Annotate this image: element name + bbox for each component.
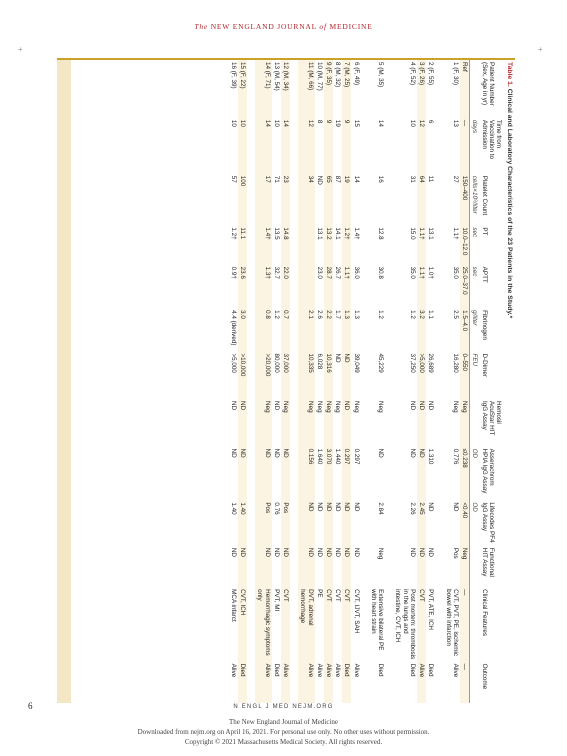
- table-cell: ND: [281, 447, 290, 501]
- table-cell: 9 (F, 35): [324, 60, 333, 118]
- table-cell: Died: [427, 663, 435, 677]
- table-row: [426, 60, 435, 703]
- row-spacer-cell: [247, 60, 255, 703]
- table-cell: 10: [272, 119, 280, 127]
- table-cell: 12: [298, 118, 314, 174]
- table-cell: Neg: [377, 547, 385, 560]
- table-cell: 11.1: [238, 225, 247, 264]
- table-cell: 11: [427, 175, 435, 183]
- table-cell: Alive: [315, 663, 323, 678]
- table-cell: 3 (F, 26): [417, 60, 426, 118]
- table-cell: 4 (F, 52): [408, 62, 416, 86]
- table-cell: —: [460, 587, 470, 661]
- table-cell: ND: [352, 547, 360, 557]
- table-cell: 8 (M, 32): [334, 62, 342, 88]
- column-header: Patient Number (Sex, Age in yr): [480, 62, 495, 106]
- table-cell: ND: [334, 353, 342, 363]
- table-cell: Alive: [298, 662, 314, 703]
- table-cell: ND: [352, 502, 360, 512]
- table-cell: 12.8: [377, 227, 385, 240]
- column-header: Fibrinogen: [480, 310, 488, 340]
- table-cell: 4.4 (derived): [229, 310, 237, 346]
- table-cell: 36.0: [352, 266, 360, 279]
- table-cell: 9: [342, 118, 351, 174]
- table-cell: Died: [272, 663, 280, 677]
- table-row: [324, 60, 333, 703]
- table-cell: 0.9†: [229, 266, 237, 279]
- table-cell: [298, 265, 314, 308]
- table-cell: ND: [342, 546, 351, 587]
- row-spacer: [247, 60, 255, 703]
- table-panel: [57, 58, 515, 703]
- column-header: Functional HIT Assay: [480, 547, 495, 577]
- journal-of: of: [319, 22, 327, 31]
- journal-name: NEW ENGLAND JOURNAL: [210, 22, 317, 31]
- journal-suffix: MEDICINE: [329, 22, 373, 31]
- row-spacer-cell: [361, 60, 369, 703]
- table-cell: ND: [408, 401, 416, 411]
- column-unit: cells×10⁹/liter: [470, 174, 480, 226]
- table-cell: 1.1†: [342, 265, 351, 308]
- column-unit: [470, 399, 480, 447]
- table-cell: Hemorrhagic symptoms only: [255, 587, 271, 661]
- table-cell: 25.0–37.0: [460, 265, 470, 308]
- table-cell: Neg: [281, 399, 290, 447]
- table-cell: 1.3: [342, 308, 351, 351]
- table-cell: 19: [342, 174, 351, 226]
- table-cell: 1.2: [272, 310, 280, 319]
- table-cell: ND: [298, 500, 314, 545]
- table-cell: CVT: [417, 587, 426, 661]
- table-cell: CVT, ICH: [238, 587, 247, 661]
- table-row: [393, 60, 417, 703]
- table-cell: 2.6: [315, 310, 323, 319]
- table-row: [342, 60, 351, 703]
- table-cell: 2.5: [451, 310, 459, 319]
- table-cell: 34: [298, 174, 314, 226]
- table-cell: 19: [334, 119, 342, 127]
- table-cell: 1.4†: [352, 227, 360, 240]
- column-header: Hemosil AcuStar HIT IgG Assay: [480, 401, 502, 436]
- column-header: Platelet Count: [480, 175, 488, 216]
- column-unit: sec: [470, 225, 480, 264]
- column-header: D-Dimer: [480, 353, 488, 377]
- table-cell: 1 (F, 30): [451, 62, 459, 86]
- table-cell: ND: [342, 500, 351, 545]
- table-cell: ND: [417, 546, 426, 587]
- table-cell: ND: [408, 448, 416, 458]
- table-cell: 3.070: [324, 447, 333, 501]
- table-cell: <0.40: [460, 500, 470, 545]
- table-cell: 23.0: [315, 266, 323, 279]
- table-cell: 7 (M, 25): [342, 60, 351, 118]
- table-cell: 1.5–4.0: [460, 308, 470, 351]
- table-cell: 13.1: [315, 227, 323, 240]
- table-cell: PVT, MI: [272, 589, 280, 612]
- table-row: [443, 60, 459, 703]
- table-cell: 8: [315, 119, 323, 124]
- row-spacer: [435, 60, 443, 703]
- table-cell: Alive: [229, 663, 237, 678]
- download-line-3: Copyright © 2021 Massachusetts Medical Society. All rights reserved.: [184, 738, 383, 746]
- column-unit: [470, 587, 480, 661]
- journal-header: [0, 22, 567, 31]
- table-cell: ND: [238, 399, 247, 447]
- table-cell: 13 (M, 54): [272, 62, 280, 91]
- table-cell: 150–400: [460, 174, 470, 226]
- table-cell: ND: [417, 447, 426, 501]
- table-cell: 10: [229, 119, 237, 127]
- table-cell: 1.3†: [255, 265, 271, 308]
- table-cell: 71: [272, 175, 280, 183]
- table-cell: ND: [417, 399, 426, 447]
- table-cell: 1.2†: [229, 227, 237, 240]
- table-units-row: [470, 60, 480, 703]
- table-cell: >20,000: [255, 351, 271, 399]
- column-unit: [470, 60, 480, 118]
- table-row: [298, 60, 314, 703]
- column-header: PT: [480, 227, 488, 236]
- table-row: [417, 60, 426, 703]
- table-cell: 16 (F, 39): [229, 62, 237, 89]
- table-cell: 14.8: [281, 225, 290, 264]
- table-cell: Neg: [460, 546, 470, 587]
- table-cell: 13.5: [272, 227, 280, 240]
- table-cell: 6: [427, 119, 435, 124]
- table-row: [351, 60, 360, 703]
- table-cell: 14 (F, 71): [255, 60, 271, 118]
- table-cell: 9: [324, 118, 333, 174]
- table-cell: Neg: [460, 399, 470, 447]
- table-cell: Neg: [451, 401, 459, 413]
- table-cell: ND: [334, 502, 342, 512]
- table-cell: 10: [408, 119, 416, 127]
- table-cell: ND: [238, 546, 247, 587]
- table-cell: 15.0: [408, 227, 416, 240]
- table-cell: 10.0–12.0: [460, 225, 470, 264]
- table-cell: Alive: [334, 663, 342, 678]
- table-cell: >5,000: [417, 351, 426, 399]
- table-side-strip: [57, 60, 71, 703]
- table-cell: 1.4†: [255, 225, 271, 264]
- table-row: [333, 60, 342, 703]
- table-cell: ND: [427, 502, 435, 512]
- table-cell: 28.7: [324, 265, 333, 308]
- table-cell: 1.2: [408, 310, 416, 319]
- table-cell: 1.1†: [417, 265, 426, 308]
- table-cell: 45,229: [377, 353, 385, 373]
- table-cell: 12: [417, 118, 426, 174]
- column-unit: g/liter: [470, 308, 480, 351]
- table-cell: 0.297: [342, 447, 351, 501]
- table-cell: ND: [272, 448, 280, 458]
- table-cell: Alive: [324, 662, 333, 703]
- table-cell: ND: [238, 447, 247, 501]
- column-unit: sec: [470, 265, 480, 308]
- table-cell: CVT: [281, 587, 290, 661]
- table-cell: Alive: [451, 663, 459, 678]
- table-cell: ND: [272, 547, 280, 557]
- crop-mark: +: [18, 45, 23, 54]
- table-row: [255, 60, 271, 703]
- table-cell: ND: [315, 502, 323, 512]
- table-cell: Neg: [298, 399, 314, 447]
- table-cell: 57: [229, 175, 237, 183]
- table-cell: 14: [352, 175, 360, 183]
- table-cell: 11 (M, 66): [298, 60, 314, 118]
- table-cell: 2 (F, 55): [427, 62, 435, 86]
- table-cell: 37,250: [408, 353, 416, 373]
- table-cell: 1.40: [238, 500, 247, 545]
- table-cell: 31: [408, 175, 416, 183]
- table-cell: 13.1: [427, 227, 435, 240]
- table-cell: 10 (M, 77): [315, 62, 323, 91]
- table-row: [460, 60, 470, 703]
- table-cell: 13.2: [324, 225, 333, 264]
- table-cell: 14: [255, 118, 271, 174]
- table-cell: Post mortem: thrombosis in the lungs and intestine, CVT, ICH: [394, 589, 416, 660]
- column-header: Time from Vaccination to Admission: [480, 119, 502, 159]
- table-cell: ND: [342, 399, 351, 447]
- table-cell: 1.3: [352, 310, 360, 319]
- table-cell: 16: [377, 175, 385, 183]
- column-unit: [470, 662, 480, 703]
- table-cell: Neg: [315, 401, 323, 413]
- column-unit: [470, 546, 480, 587]
- table-cell: ND: [298, 546, 314, 587]
- table-header-row: [479, 60, 503, 703]
- table-cell: ND: [324, 500, 333, 545]
- table-cell: 23: [281, 174, 290, 226]
- table-cell: 14: [281, 118, 290, 174]
- table-cell: 1.7: [334, 310, 342, 319]
- row-spacer: [361, 60, 369, 703]
- table-cell: ND: [315, 547, 323, 557]
- table-cell: 2.1: [298, 308, 314, 351]
- table-cell: 13: [451, 119, 459, 127]
- table-cell: Neg: [324, 399, 333, 447]
- table-cell: 1.640: [315, 448, 323, 465]
- table-cell: CVT, PVT, PE, ischemic bowel with infarction: [444, 589, 459, 656]
- journal-prefix: The: [194, 22, 211, 31]
- table-cell: 2.2: [324, 308, 333, 351]
- table-cell: 1.40: [229, 502, 237, 515]
- table-cell: 2.84: [377, 502, 385, 515]
- table-cell: ND: [229, 401, 237, 411]
- table-cell: MCA infarct: [229, 589, 237, 622]
- table-cell: 35.0: [408, 266, 416, 279]
- rotated-table: [71, 60, 515, 703]
- table-cell: 0.776: [451, 448, 459, 465]
- table-cell: 3.2: [417, 308, 426, 351]
- table-cell: ND: [272, 401, 280, 411]
- page-number: 6: [28, 701, 33, 711]
- table-cell: Neg: [377, 401, 385, 413]
- table-cell: 0.156: [298, 447, 314, 501]
- table-cell: 14.1: [334, 227, 342, 240]
- table-cell: ND: [451, 502, 459, 512]
- table-row: [281, 60, 290, 703]
- table-row: [229, 60, 238, 703]
- table-row: [315, 60, 324, 703]
- row-spacer: [290, 60, 298, 703]
- table-row: [369, 60, 385, 703]
- crop-mark: +: [538, 45, 543, 54]
- table-row: [238, 60, 247, 703]
- table-cell: 2.26: [408, 502, 416, 515]
- table-cell: Died: [342, 662, 351, 703]
- table-cell: ND: [324, 546, 333, 587]
- table-cell: 1.1†: [417, 225, 426, 264]
- table-cell: 17: [255, 174, 271, 226]
- column-header: Lifecodes PF4 IgG Assay: [480, 502, 495, 543]
- column-unit: OD: [470, 500, 480, 545]
- table-cell: Alive: [417, 662, 426, 703]
- table-row: [272, 60, 281, 703]
- table-cell: >5,000: [229, 353, 237, 373]
- table-cell: Died: [238, 662, 247, 703]
- row-spacer-cell: [385, 60, 393, 703]
- table-cell: 65: [324, 174, 333, 226]
- table-cell: 26,689: [427, 353, 435, 373]
- table-cell: 14: [377, 119, 385, 127]
- table-caption: [503, 60, 515, 703]
- table-cell: 0–550: [460, 351, 470, 399]
- table-cell: CVT, IJVT, SAH: [352, 589, 360, 634]
- footer-journal-line: N ENGL J MED NEJM.ORG: [233, 704, 334, 710]
- column-header: Asserachrom HPIA IgG Assay: [480, 448, 495, 494]
- download-line-1: The New England Journal of Medicine: [228, 718, 339, 726]
- table-cell: 64: [417, 174, 426, 226]
- table-cell: 5 (M, 35): [377, 62, 385, 88]
- table-cell: ND: [281, 546, 290, 587]
- column-header: APTT: [480, 266, 488, 283]
- table-cell: 23.6: [238, 265, 247, 308]
- table-cell: CVT: [334, 589, 342, 602]
- table-cell: 87: [334, 175, 342, 183]
- row-spacer-cell: [290, 60, 298, 703]
- table-cell: Pos: [451, 547, 459, 559]
- table-cell: Neg: [255, 399, 271, 447]
- table-cell: 32.7: [272, 266, 280, 279]
- table-cell: ND: [229, 448, 237, 458]
- table-cell: 0.297: [352, 448, 360, 465]
- patient-table: [229, 60, 503, 703]
- table-cell: Alive: [352, 663, 360, 678]
- table-cell: 1.310: [427, 448, 435, 465]
- table-cell: 12 (M, 34): [281, 60, 290, 118]
- table-cell: 39,049: [352, 353, 360, 373]
- table-cell: 26.7: [334, 266, 342, 279]
- table-cell: ND: [255, 447, 271, 501]
- table-cell: 0.8: [255, 308, 271, 351]
- column-header: Outcome: [480, 663, 488, 690]
- table-cell: [298, 225, 314, 264]
- table-cell: Neg: [334, 401, 342, 413]
- table-cell: —: [460, 662, 470, 703]
- table-cell: 1.2†: [342, 225, 351, 264]
- table-cell: ND: [427, 547, 435, 557]
- table-cell: 10,316: [324, 351, 333, 399]
- table-cell: Neg: [352, 401, 360, 413]
- table-cell: 6,028: [315, 353, 323, 370]
- table-cell: 1.440: [334, 448, 342, 465]
- table-cell: ND: [408, 547, 416, 557]
- table-cell: 1.2: [377, 310, 385, 319]
- table-cell: 100: [238, 174, 247, 226]
- column-unit: FEU: [470, 351, 480, 399]
- table-cell: DVT, adrenal hemorrhage: [298, 587, 314, 661]
- table-cell: ND: [315, 175, 323, 185]
- table-caption-text: Clinical and Laboratory Characteristics of the 23 Patients in the Study.*: [506, 88, 513, 319]
- table-cell: ND: [255, 546, 271, 587]
- column-unit: OD: [470, 447, 480, 501]
- table-cell: 30.8: [377, 266, 385, 279]
- row-spacer: [385, 60, 393, 703]
- table-cell: ≤0.238: [460, 447, 470, 501]
- table-cell: 0.7: [281, 308, 290, 351]
- table-cell: Died: [408, 663, 416, 677]
- column-header: Clinical Features: [480, 589, 488, 637]
- table-cell: 10: [238, 118, 247, 174]
- table-cell: Alive: [255, 662, 271, 703]
- table-cell: PVT, ATE, ICH: [427, 589, 435, 630]
- table-cell: Died: [377, 663, 385, 677]
- table-caption-number: Table 1.: [506, 62, 513, 87]
- table-cell: ND: [377, 448, 385, 458]
- row-spacer-cell: [435, 60, 443, 703]
- table-cell: ND: [342, 351, 351, 399]
- table-cell: 27: [451, 175, 459, 183]
- table-cell: 2.45: [417, 500, 426, 545]
- table-cell: 1.0†: [427, 266, 435, 279]
- table-cell: ND: [229, 547, 237, 557]
- table-cell: CVT: [342, 587, 351, 661]
- table-cell: 15 (F, 22): [238, 60, 247, 118]
- table-cell: 16,280: [451, 353, 459, 373]
- table-cell: CVT: [324, 587, 333, 661]
- table-cell: 22.0: [281, 265, 290, 308]
- table-cell: 1.1: [427, 310, 435, 319]
- table-cell: —: [460, 118, 470, 174]
- table-cell: 1.1†: [451, 227, 459, 240]
- table-cell: 6 (F, 49): [352, 62, 360, 86]
- table-cell: ND: [334, 547, 342, 557]
- table-cell: >10,000: [238, 351, 247, 399]
- table-cell: 0.76: [272, 502, 280, 515]
- table-cell: Ref: [460, 60, 470, 118]
- table-cell: 10,335: [298, 351, 314, 399]
- table-cell: 15: [352, 119, 360, 127]
- table-cell: Alive: [281, 662, 290, 703]
- table-cell: 35.0: [451, 266, 459, 279]
- table-cell: Pos: [255, 500, 271, 545]
- table-body: [229, 60, 470, 703]
- table-cell: 3.0: [238, 308, 247, 351]
- download-line-2: Downloaded from nejm.org on April 16, 2021. For personal use only. No other uses without permission.: [137, 728, 430, 736]
- column-unit: days: [470, 118, 480, 174]
- table-cell: Extensive bilateral PE with heart strain: [369, 589, 385, 651]
- table-cell: ND: [427, 401, 435, 411]
- table-cell: 80,000: [272, 353, 280, 373]
- table-cell: Pos: [281, 500, 290, 545]
- table-cell: 37,000: [281, 351, 290, 399]
- table-cell: PE: [315, 589, 323, 598]
